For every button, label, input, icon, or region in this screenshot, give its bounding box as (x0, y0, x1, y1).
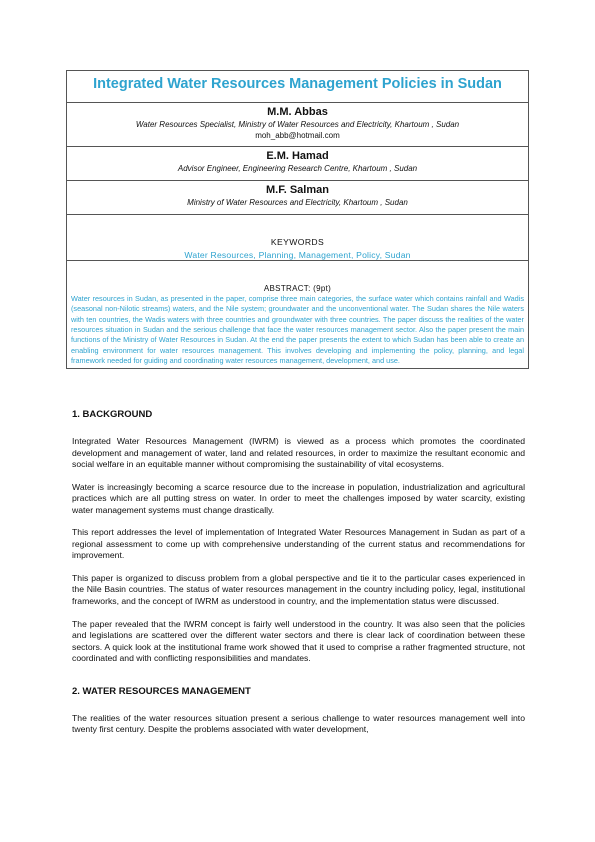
author-affiliation: Water Resources Specialist, Ministry of Water Resources and Electricity, Khartoum , Sudan (135, 120, 460, 129)
author-block-3 (67, 181, 528, 215)
author-name: M.M. Abbas (267, 106, 328, 118)
author-affiliation: Ministry of Water Resources and Electricity, Khartoum , Sudan (187, 198, 408, 207)
paragraph: Water is increasingly becoming a scarce resource due to the increase in population, industrialization and agricultural practices which are all putting stress on water. In order to meet the challenges imposed by water scarcity, existing water management systems must change drastically. (72, 481, 525, 515)
abstract-block (67, 261, 528, 368)
paragraph: The paper revealed that the IWRM concept is fairly well understood in the country. It was also seen that the policies and legislations are scattered over the different water sectors and there is clear lack of coordination between these sectors. A quick look at the institutional frame work showed that it used to comprise a rather fragmented structure, not coordinated and with conflicting responsibilities and mandates. (72, 618, 525, 664)
paper-title: Integrated Water Resources Management Policies in Sudan (93, 76, 502, 92)
paragraph: The realities of the water resources situation present a serious challenge to water resources management well into twenty first century. Despite the problems associated with water development, (72, 712, 525, 735)
keywords-block (67, 215, 528, 261)
author-name: M.F. Salman (266, 184, 329, 196)
abstract-heading: ABSTRACT: (9pt) (263, 284, 332, 293)
section-heading: 1. BACKGROUND (72, 409, 153, 420)
author-name: E.M. Hamad (266, 150, 329, 162)
paragraph: Integrated Water Resources Management (IWRM) is viewed as a process which promotes the coordinated development and management of water, land and related resources, in order to maximize the resultant economic and social welfare in an equitable manner without compromising the sustainability of vital ecosystems. (72, 436, 525, 470)
section-heading: 2. WATER RESOURCES MANAGEMENT (72, 685, 251, 697)
author-block-1 (67, 103, 528, 147)
title-block (66, 70, 529, 369)
abstract-text: Water resources in Sudan, as presented in the paper, comprise three main categories, the surface water which contains rainfall and Wadis (seasonal non-Nilotic streams) waters, and the Nile system; groundwater and the unconventional water. The Sudan shares the Nile waters with ten countries, the Wadis waters with three countries and groundwater with three countries. The paper discuss the realities of the water resources situation in Sudan and the serious challenge that face the water resources management sector. Also the paper present the main functions of the Ministry of Water Resources in Sudan. At the end the paper presents the extent to which Sudan has been able to create an enabling environment for water resources management. This involves developing and implementing the policy, planning, and legal framework needed for guiding and coordinating water resources management, development, and use. (71, 294, 524, 366)
keywords-heading: KEYWORDS (270, 237, 325, 247)
paragraph: This report addresses the level of implementation of Integrated Water Resources Management in Sudan as part of a regional assessment to come up with comprehensive understanding of the current status and recommendations for improvement. (72, 527, 525, 561)
author-email: moh_abb@hotmail.com (255, 131, 340, 140)
title-row (67, 71, 528, 103)
keywords-list: Water Resources, Planning, Management, Policy, Sudan (184, 250, 411, 260)
paper-body (72, 408, 525, 747)
author-affiliation: Advisor Engineer, Engineering Research Centre, Khartoum , Sudan (177, 164, 418, 173)
author-block-2 (67, 147, 528, 181)
paragraph: This paper is organized to discuss problem from a global perspective and tie it to the particular cases experienced in the Nile Basin countries. The status of water resources management in the country including policy, legal, institutional frameworks, and the concept of IWRM as understood in country, and the implementation status were discussed. (72, 572, 525, 607)
